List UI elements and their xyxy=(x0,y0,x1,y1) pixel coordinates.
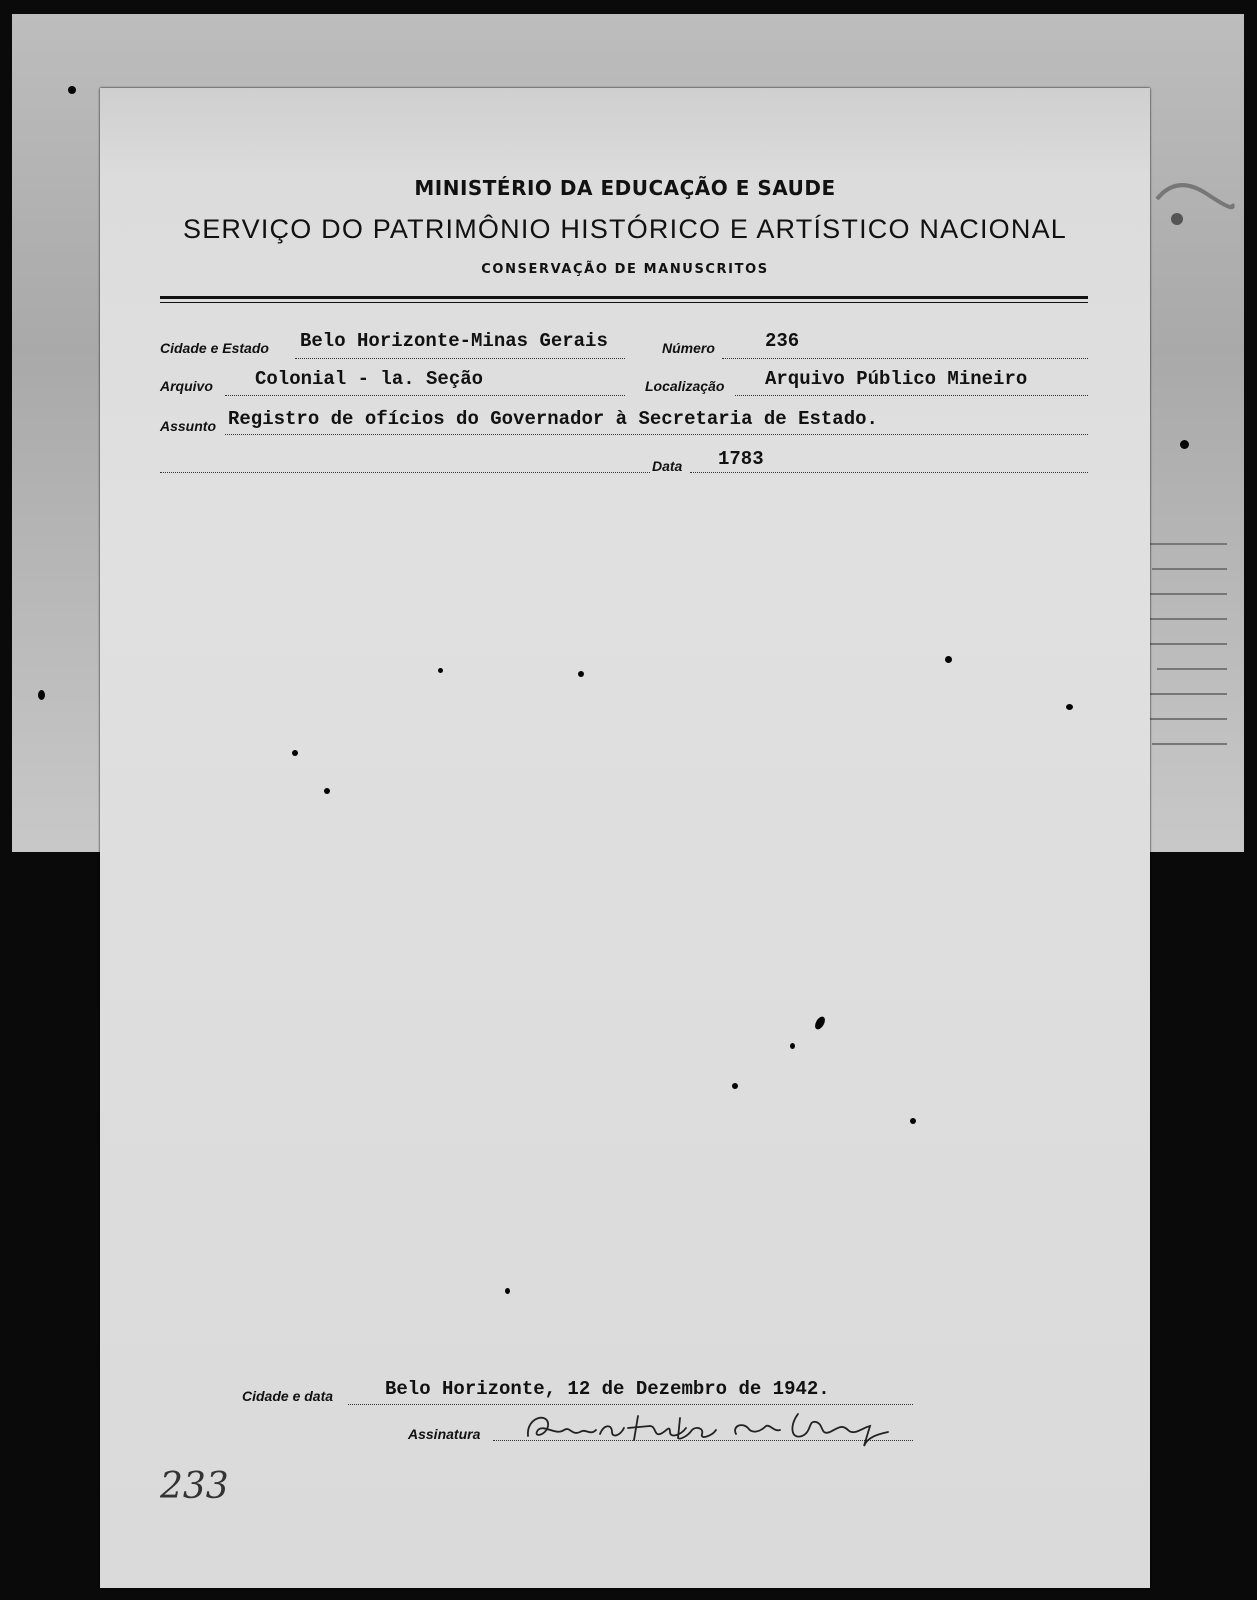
ink-speck xyxy=(68,86,76,94)
ink-speck xyxy=(505,1288,510,1294)
ink-speck xyxy=(324,788,330,794)
cidade-estado-value: Belo Horizonte-Minas Gerais xyxy=(300,330,608,352)
cidade-estado-label: Cidade e Estado xyxy=(160,340,269,356)
ink-speck xyxy=(1180,440,1189,449)
ink-speck xyxy=(945,656,952,663)
assunto-line xyxy=(225,434,1088,435)
localizacao-line xyxy=(735,395,1088,396)
cidade-estado-line xyxy=(295,358,625,359)
ink-speck xyxy=(38,690,45,700)
ink-speck xyxy=(438,668,443,673)
cidade-data-label: Cidade e data xyxy=(242,1388,334,1404)
ink-speck xyxy=(790,1043,795,1049)
cidade-data-line xyxy=(348,1404,913,1405)
arquivo-value: Colonial - la. Seção xyxy=(255,368,484,390)
assinatura-label: Assinatura xyxy=(408,1426,481,1442)
header-rule xyxy=(160,296,1088,303)
section-heading: CONSERVAÇÃO DE MANUSCRITOS xyxy=(481,262,769,277)
data-line xyxy=(690,472,1088,473)
assunto-label: Assunto xyxy=(160,418,216,434)
ministry-heading: MINISTÉRIO DA EDUCAÇÃO E SAUDE xyxy=(414,176,836,200)
numero-line xyxy=(722,358,1088,359)
service-heading: SERVIÇO DO PATRIMÔNIO HISTÓRICO E ARTÍSTICO NACIONAL xyxy=(182,214,1067,244)
localizacao-label: Localização xyxy=(645,378,725,394)
catalog-card xyxy=(100,88,1150,1588)
data-value: 1783 xyxy=(718,448,764,470)
ink-speck xyxy=(732,1083,738,1089)
ink-speck xyxy=(292,750,298,756)
blank-line xyxy=(160,472,650,473)
ink-speck xyxy=(910,1118,916,1124)
handwritten-signature xyxy=(520,1406,900,1456)
numero-value: 236 xyxy=(765,330,800,352)
arquivo-line xyxy=(225,395,625,396)
page-number: 233 xyxy=(160,1466,229,1507)
ink-speck xyxy=(813,1015,827,1031)
numero-label: Número xyxy=(662,340,715,356)
arquivo-label: Arquivo xyxy=(160,378,213,394)
localizacao-value: Arquivo Público Mineiro xyxy=(765,368,1028,390)
cidade-data-value: Belo Horizonte, 12 de Dezembro de 1942. xyxy=(385,1378,830,1400)
ink-speck xyxy=(578,671,584,677)
assunto-value: Registro de ofícios do Governador à Secretaria de Estado. xyxy=(228,408,878,430)
data-label: Data xyxy=(652,458,683,474)
background-stamp-fragment xyxy=(1147,164,1237,244)
ink-speck xyxy=(1066,704,1073,710)
